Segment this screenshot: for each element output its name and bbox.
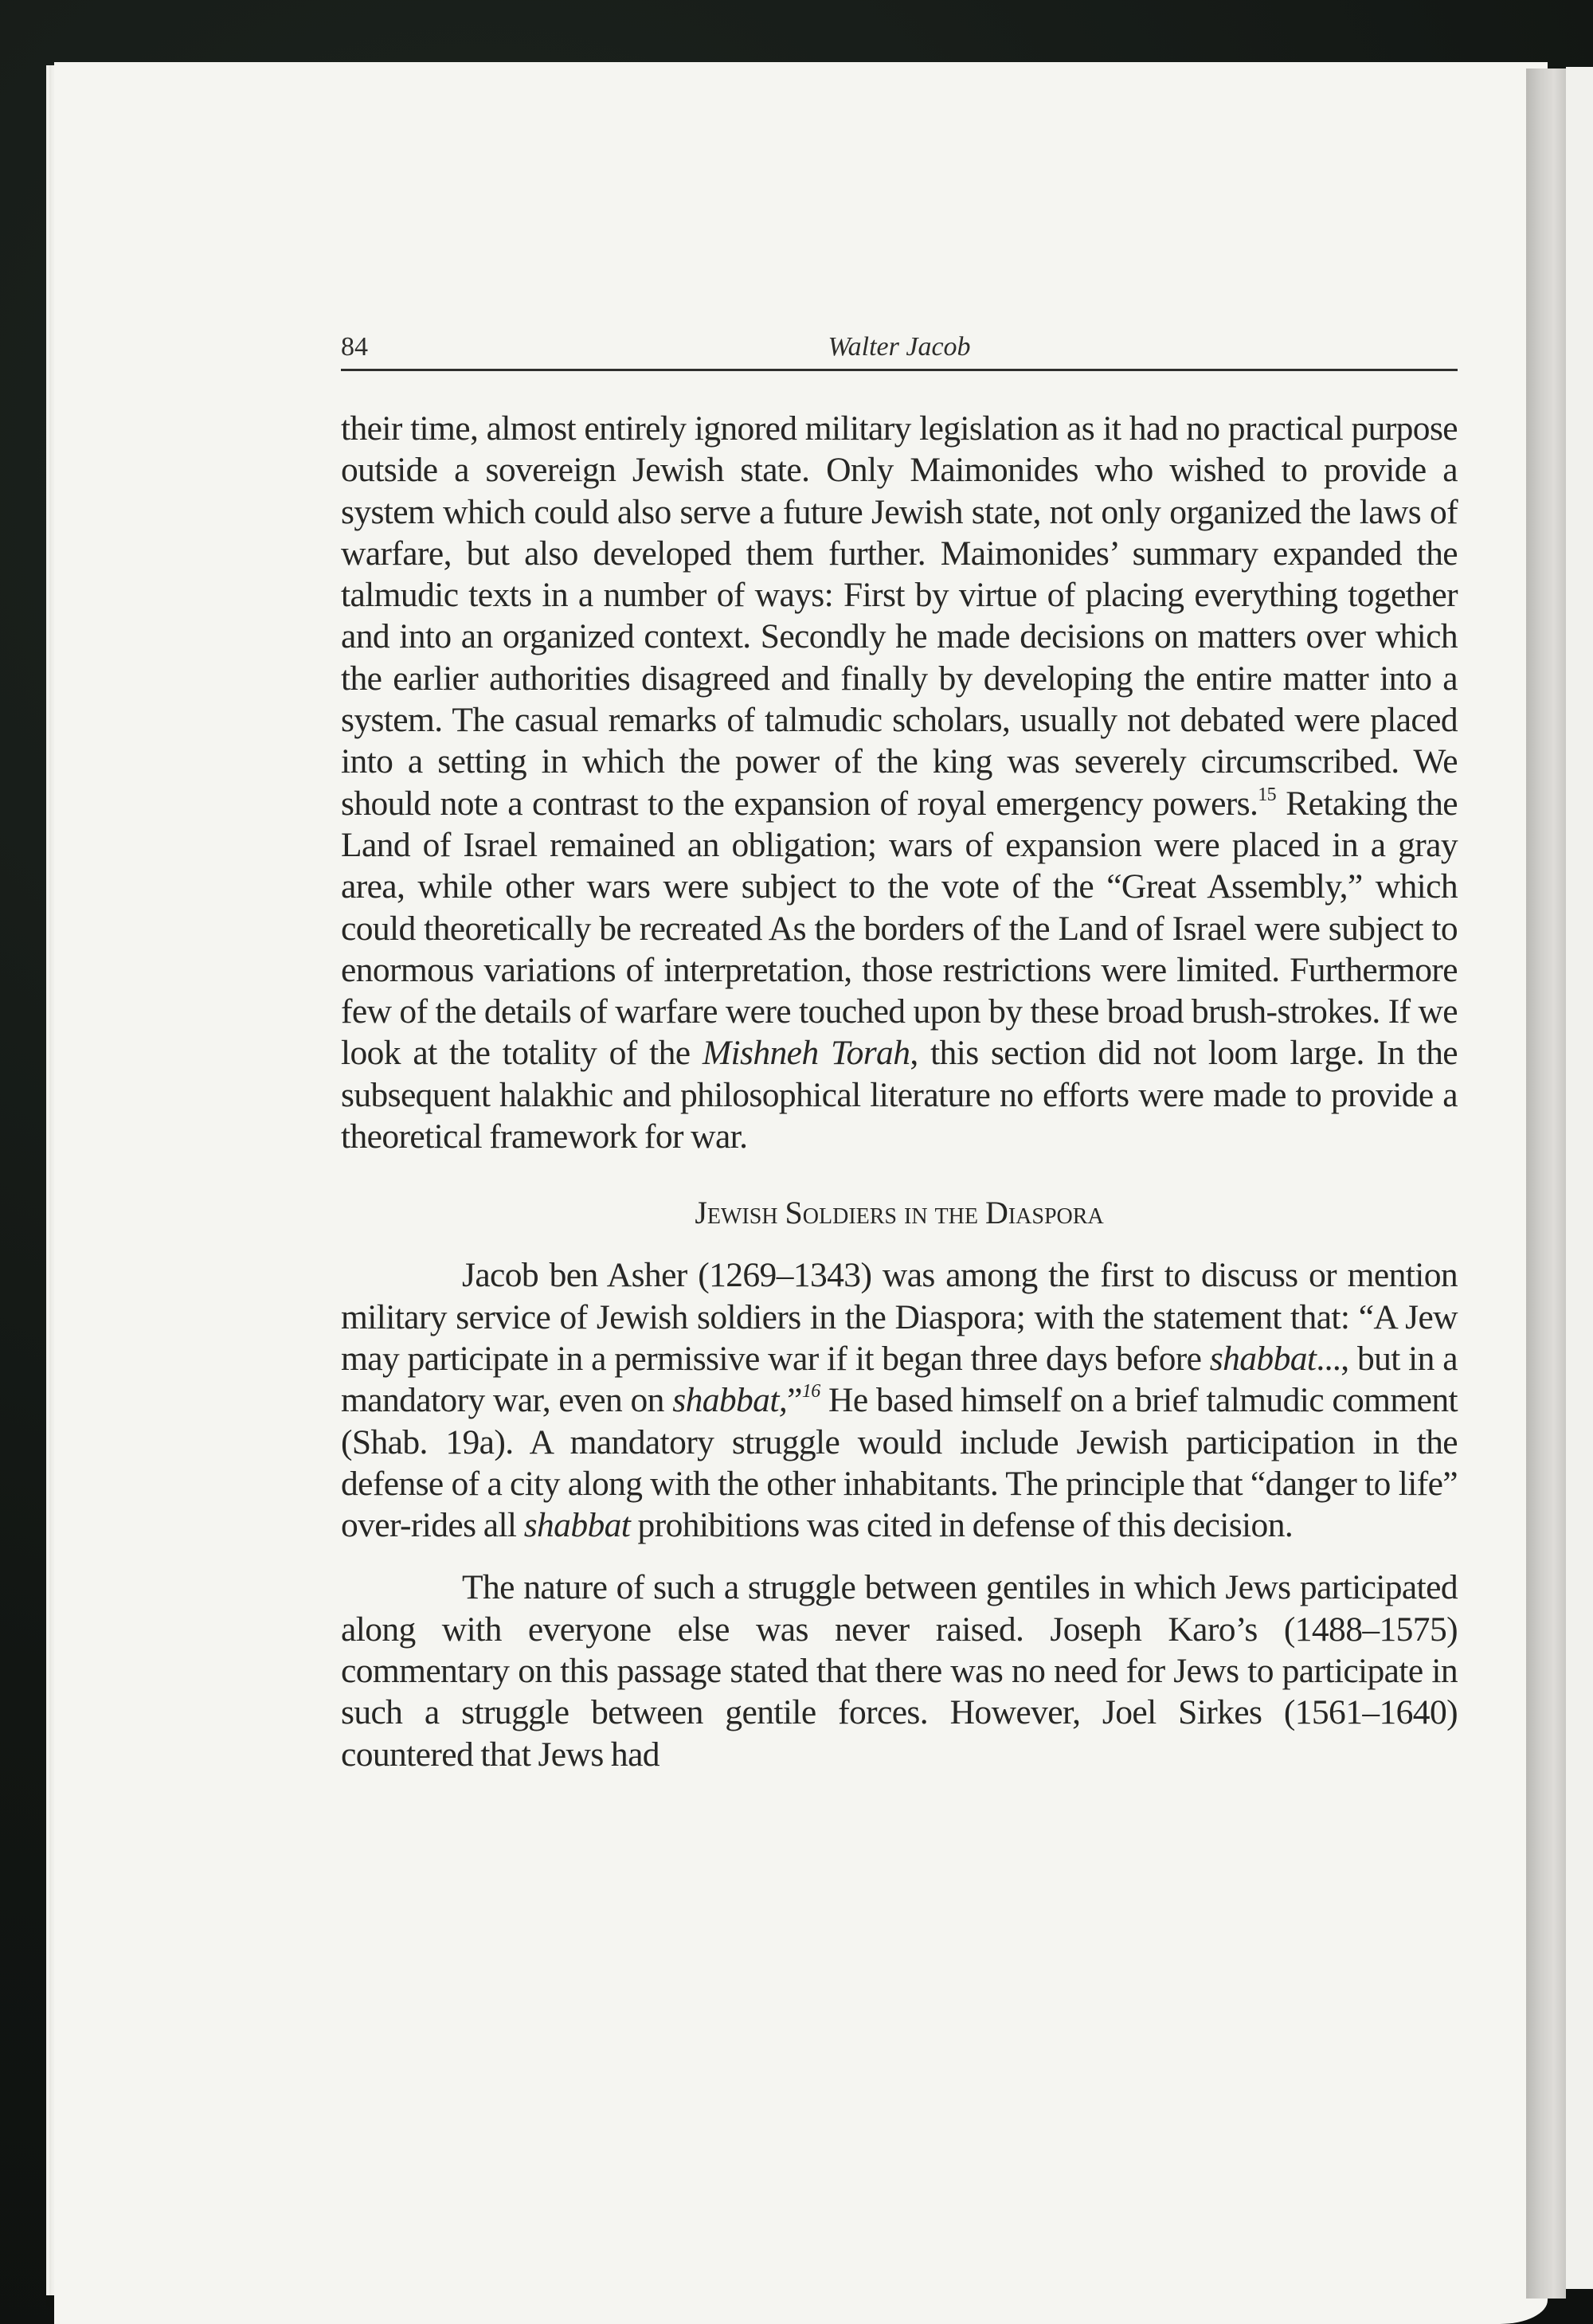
section-heading: Jewish Soldiers in the Diaspora — [695, 1195, 1104, 1231]
book-gutter-fold — [1526, 68, 1566, 2299]
italic-term-shabbat: shabbat — [523, 1506, 631, 1545]
text-run: , this section did not loom large. In the subsequent halakhic and philosophical literature no efforts were made to provide a theoretical framework for war. — [341, 1034, 1458, 1156]
text-run: their time, almost entirely ignored military legislation as it had no practical purpose outside a sovereign Jewish state. Only Maimonides who wished to provide a system which could also serve a future Jewish state, not only organized the laws of warfare, but also developed them further. Maimonides’ summary expanded the talmudic texts in a number of ways: First by virtue of placing everything together and into an organized context. Secondly he made decisions on matters over which the earlier authorities disagreed and finally by developing the entire matter into a system. The casual remarks of talmudic scholars, usually not debated were placed into a setting in which the power of the king was severely circumscribed. We should note a contrast to the expansion of royal emergency powers. — [341, 409, 1458, 823]
running-head-author: Walter Jacob — [828, 332, 971, 362]
paragraph-jacob-ben-asher — [341, 1254, 1458, 1546]
running-head — [341, 329, 1458, 366]
page-number: 84 — [341, 332, 368, 362]
italic-term-shabbat: shabbat — [1209, 1339, 1317, 1378]
text-run: ” — [787, 1381, 802, 1420]
body-text — [341, 408, 1458, 1775]
paragraph-gentile-struggle — [341, 1567, 1458, 1774]
text-run: Jacob ben Asher (1269–1343) was among the first to discuss or mention military service of Jewish soldiers in the Diaspora; with the statement that: “A Jew may participate in a permissive war if it began three days before — [341, 1256, 1458, 1378]
facing-page-edge — [1566, 67, 1593, 2289]
footnote-number: 16 — [801, 1381, 820, 1403]
italic-term-shabbat: shabbat, — [672, 1381, 788, 1420]
text-run: Retaking the Land of Israel remained an obligation; wars of expansion were placed in a gray area, while other wars were subject to the vote of the “Great Assembly,” which could theoretically be recreated As the borders of the Land of Israel were subject to enormous variations of interpretation, those restrictions were limited. Furthermore few of the details of warfare were touched upon by these broad brush-strokes. If we look at the totality of the — [341, 784, 1458, 1073]
text-run: prohibitions was cited in defense of this decision. — [630, 1506, 1294, 1545]
footnote-ref-15: 15 — [1258, 784, 1277, 805]
text-run: ..., but in a mandatory war, even on — [341, 1339, 1458, 1420]
header-rule — [341, 369, 1458, 371]
text-run: The nature of such a struggle between gentiles in which Jews participated along with everyone else was never raised. Joseph Karo’s (1488–1575) commentary on this passage stated that there was no need for Jews to participate in such a struggle between gentile forces. However, Joel Sirkes (1561–1640) countered that Jews had — [341, 1568, 1458, 1774]
text-run: He based himself on a brief talmudic comment (Shab. 19a). A mandatory struggle would include Jewish participation in the defense of a city along with the other inhabitants. The principle that “danger to life” over-rides all — [341, 1381, 1458, 1545]
page-content — [341, 329, 1458, 1775]
paragraph-maimonides — [341, 408, 1458, 1157]
title-mishneh-torah: Mishneh Torah — [702, 1034, 910, 1073]
footnote-ref-16 — [802, 1381, 820, 1402]
